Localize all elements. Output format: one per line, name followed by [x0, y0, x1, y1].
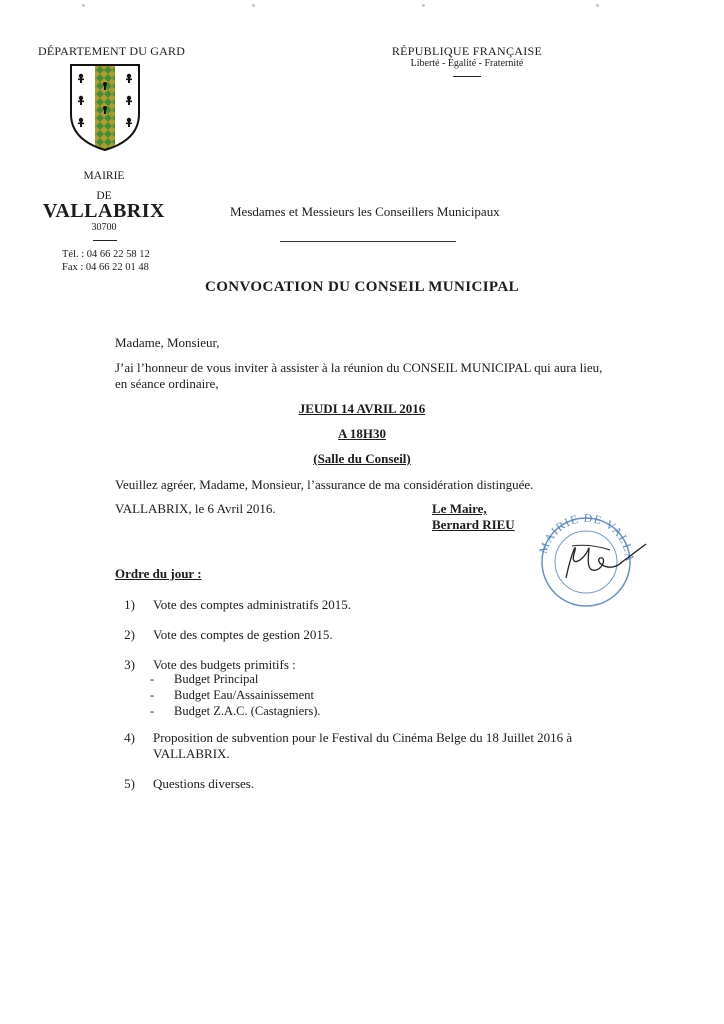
coat-of-arms-icon [68, 62, 142, 157]
meeting-time: A 18H30 [337, 426, 387, 441]
agenda-sub-item [150, 704, 321, 720]
signer-name: Bernard RIEU [432, 517, 515, 532]
agenda-item [115, 776, 254, 792]
invitation-line: en séance ordinaire, [115, 376, 219, 391]
signer-block [432, 501, 515, 533]
addressee: Mesdames et Messieurs les Conseillers Municipaux [230, 204, 500, 219]
agenda-item [115, 657, 296, 673]
mairie-line: MAIRIE [83, 170, 125, 182]
agenda-item-text: Questions diverses. [153, 776, 255, 791]
agenda-sub-item [150, 672, 258, 688]
agenda-item-text: Vote des budgets primitifs : [153, 657, 296, 672]
postcode: 30700 [91, 222, 117, 233]
phone: Tél. : 04 66 22 58 12 [62, 249, 150, 260]
bullet-dash: - [150, 704, 155, 718]
sub-item-text: Budget Z.A.C. (Castagniers). [174, 704, 321, 718]
place-and-date: VALLABRIX, le 6 Avril 2016. [115, 501, 276, 516]
agenda-item-number: 2) [124, 627, 135, 642]
meeting-place: (Salle du Conseil) [313, 451, 411, 466]
agenda-item-number: 3) [124, 657, 135, 672]
agenda-item-text-continued: VALLABRIX. [153, 746, 230, 761]
agenda-item-number: 4) [124, 730, 135, 745]
closing-formula: Veuillez agréer, Madame, Monsieur, l’assurance de ma considération distinguée. [115, 477, 534, 492]
republic-label: RÉPUBLIQUE FRANÇAISE [391, 44, 543, 58]
fax: Fax : 04 66 22 01 48 [62, 262, 149, 273]
stamp-text: MAIRIE DE VALLA [535, 510, 638, 564]
divider [93, 240, 117, 241]
invitation-line: J’ai l’honneur de vous inviter à assister à la réunion du CONSEIL MUNICIPAL qui aura lieu, [115, 360, 603, 375]
scan-mark [422, 4, 425, 7]
salutation: Madame, Monsieur, [115, 335, 220, 350]
bullet-dash: - [150, 688, 155, 702]
scan-mark [82, 4, 85, 7]
signer-title: Le Maire, [432, 501, 487, 516]
mairie-stamp [526, 510, 656, 615]
agenda-title: Ordre du jour : [115, 566, 202, 581]
agenda-item-text: Proposition de subvention pour le Festival du Cinéma Belge du 18 Juillet 2016 à [153, 730, 573, 745]
scan-mark [252, 4, 255, 7]
bullet-dash: - [150, 672, 155, 686]
document-title: CONVOCATION DU CONSEIL MUNICIPAL [204, 279, 520, 295]
divider [453, 76, 481, 77]
agenda-item-text: Vote des comptes administratifs 2015. [153, 597, 351, 612]
agenda-item [115, 597, 351, 613]
agenda-item [115, 730, 615, 762]
contact-block [62, 248, 150, 274]
meeting-date: JEUDI 14 AVRIL 2016 [298, 401, 426, 416]
agenda-item [115, 627, 333, 643]
sub-item-text: Budget Principal [174, 672, 259, 686]
agenda-item-text: Vote des comptes de gestion 2015. [153, 627, 333, 642]
department-label: DÉPARTEMENT DU GARD [38, 44, 186, 58]
mairie-line: DE [96, 190, 112, 202]
motto: Liberté - Égalité - Fraternité [410, 58, 524, 69]
divider [280, 241, 456, 242]
signature-stroke [572, 545, 610, 550]
agenda-item-number: 1) [124, 597, 135, 612]
agenda-sub-item [150, 688, 314, 704]
town-name: VALLABRIX [43, 200, 165, 222]
agenda-item-number: 5) [124, 776, 135, 791]
scan-mark [596, 4, 599, 7]
sub-item-text: Budget Eau/Assainissement [174, 688, 314, 702]
